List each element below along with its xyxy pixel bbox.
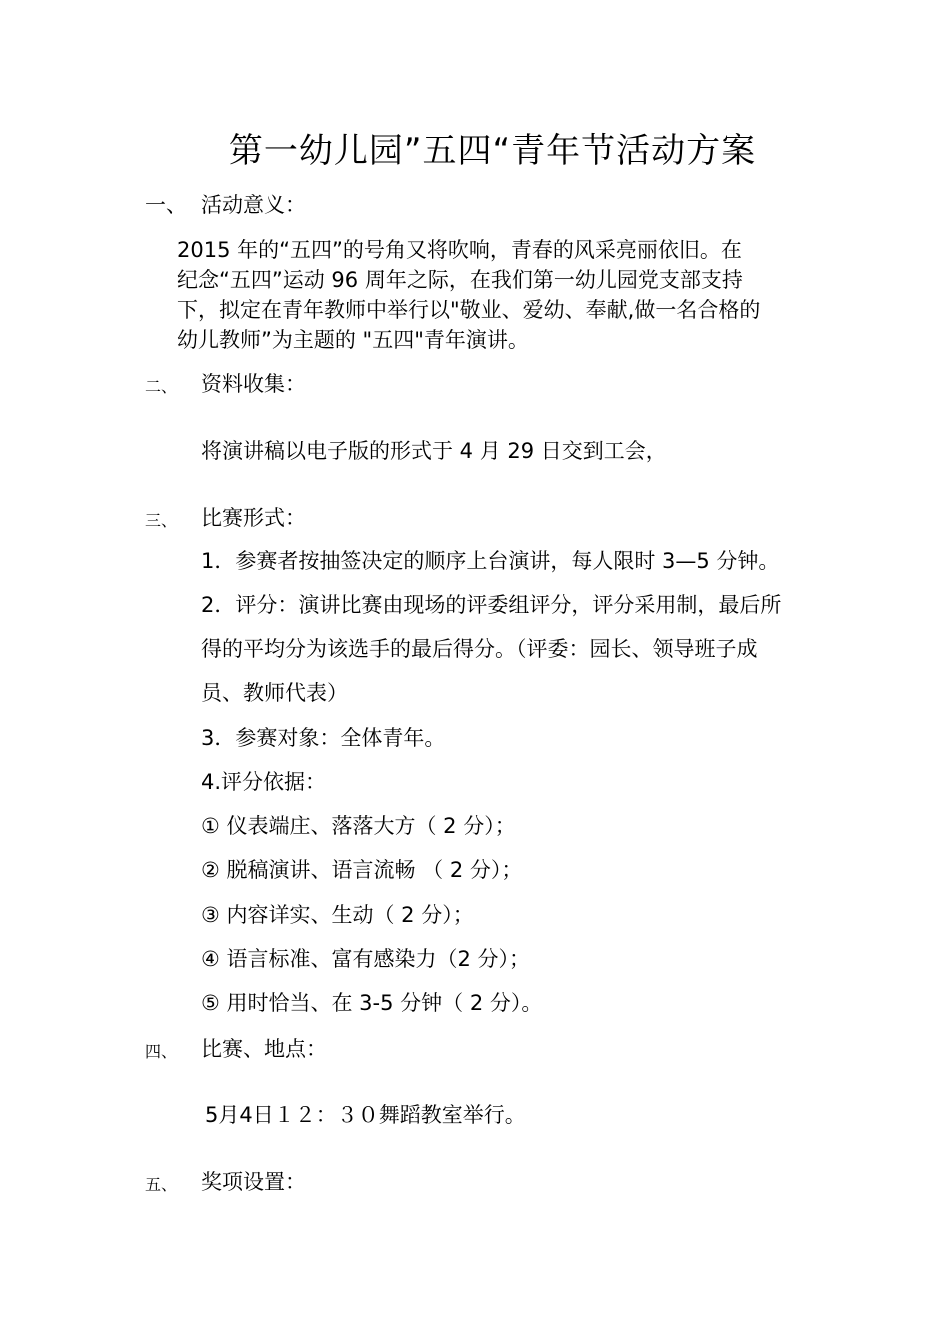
paragraph-line: 纪念“五四”运动 96 周年之际，在我们第一幼儿园党支部支持: [177, 268, 743, 292]
criteria-item: ④ 语言标准、富有感染力（2 分）；: [201, 947, 531, 971]
section-1-number: 一、: [145, 193, 187, 217]
section-3-number: 三、: [145, 511, 178, 530]
section-3-item: 4.评分依据：: [201, 770, 327, 794]
section-2-number: 二、: [145, 377, 178, 396]
section-3-item: 员、教师代表）: [201, 681, 348, 705]
section-3-item: 得的平均分为该选手的最后得分。（评委：园长、领导班子成: [201, 637, 758, 661]
paragraph-line: 幼儿教师”为主题的 "五四"青年演讲。: [177, 328, 529, 352]
section-3-item: 2．评分：演讲比赛由现场的评委组评分，评分采用制，最后所: [201, 593, 782, 617]
criteria-item: ⑤ 用时恰当、在 3-5 分钟（ 2 分）。: [201, 991, 543, 1015]
section-3-item: 3．参赛对象：全体青年。: [201, 726, 446, 750]
document-title: 第一幼儿园”五四“青年节活动方案: [228, 131, 757, 171]
section-1-paragraph: [177, 235, 807, 355]
section-5-number: 五、: [145, 1175, 178, 1194]
section-5-heading: 奖项设置：: [201, 1170, 306, 1194]
paragraph-line: 2015 年的“五四”的号角又将吹响，青春的风采亮丽依旧。在: [177, 238, 742, 262]
criteria-item: ① 仪表端庄、落落大方（ 2 分）；: [201, 814, 516, 838]
section-4-body: 5月4日１２：３０舞蹈教室举行。: [205, 1103, 526, 1127]
section-2-body: 将演讲稿以电子版的形式于 4 月 29 日交到工会，: [201, 439, 667, 463]
section-2-heading: 资料收集：: [201, 372, 306, 396]
section-3-heading: 比赛形式：: [201, 506, 306, 530]
section-3-item: 1．参赛者按抽签决定的顺序上台演讲，每人限时 3—5 分钟。: [201, 549, 780, 573]
section-1-heading: 活动意义：: [201, 193, 306, 217]
criteria-item: ③ 内容详实、生动（ 2 分）；: [201, 903, 474, 927]
section-4-number: 四、: [145, 1042, 178, 1061]
criteria-item: ② 脱稿演讲、语言流畅 （ 2 分）；: [201, 858, 523, 882]
paragraph-line: 下，拟定在青年教师中举行以"敬业、爱幼、奉献,做一名合格的: [177, 298, 761, 322]
section-4-heading: 比赛、地点：: [201, 1037, 327, 1061]
